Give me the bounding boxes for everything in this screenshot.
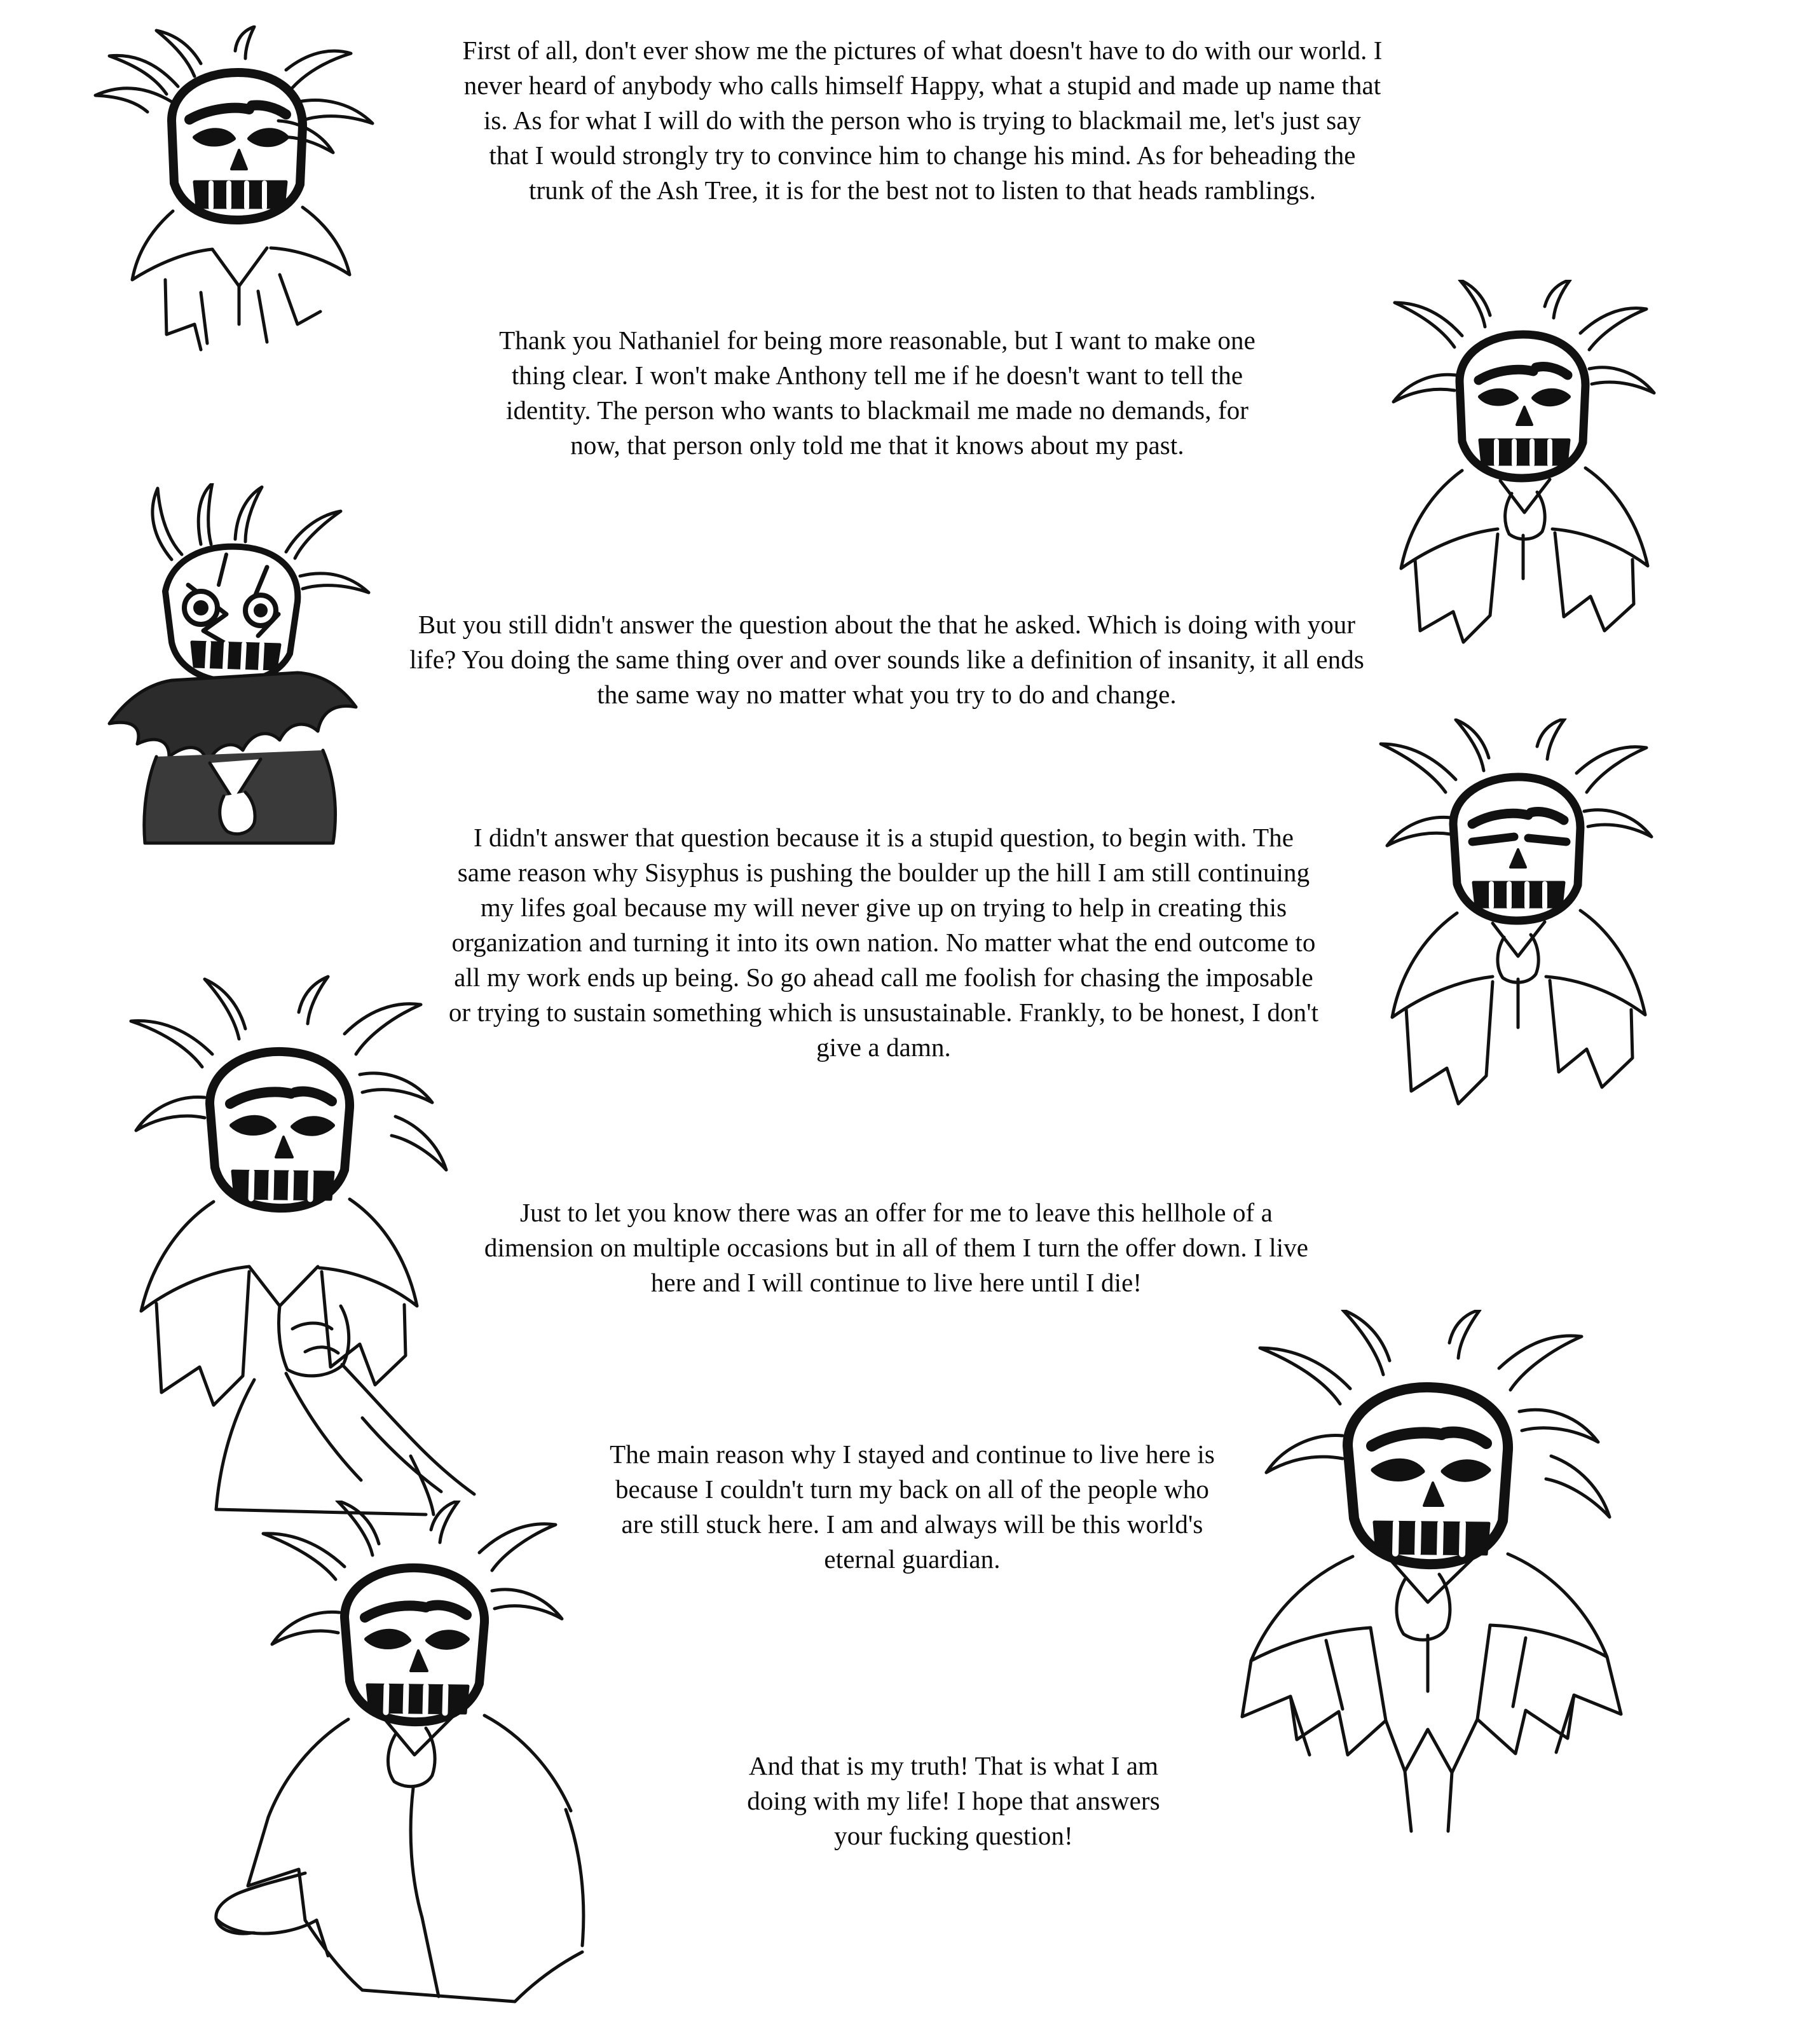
cracked-skull-character-with-fur-collar xyxy=(76,483,432,852)
skull-masked-character-large-spiked-collar xyxy=(1195,1310,1767,1907)
speech-text-3: But you still didn't answer the question about the that he asked. Which is doing with your life? You doing the same thing over and over sounds like a definition of insanity, it all ends the same way no matter what you try to do and change. xyxy=(409,610,1364,709)
speech-text-6: The main reason why I stayed and continue to live here is because I couldn't turn my back on all of the people who are still stuck here. I am and always will be this world's eternal guardian. xyxy=(610,1439,1215,1574)
skull-masked-character-pointing xyxy=(210,1501,718,2016)
skull-masked-character-collar-bust xyxy=(1354,280,1710,649)
speech-text-2: Thank you Nathaniel for being more reasonable, but I want to make one thing clear. I won't make Anthony tell me if he doesn't want to tell the identity. The person who wants to blackmail me made no demands, for now, that person only told me that it knows about my past. xyxy=(499,326,1256,460)
skull-masked-character-tired-eyes xyxy=(1348,718,1716,1125)
speech-text-4: I didn't answer that question because it is a stupid question, to begin with. The same reason why Sisyphus is pushing the boulder up the hill I am still continuing my lifes goal because my will never give up on trying to help in creating this organization and turning it into its own nation. No matter what the end outcome to all my work ends up being. So go ahead call me foolish for chasing the imposable or trying to sustain something which is unsustainable. Frankly, to be honest, I don't give a damn. xyxy=(448,823,1319,1062)
speech-text-1: First of all, don't ever show me the pictures of what doesn't have to do with our world. I never heard of anybody who calls himself Happy, what a stupid and made up name that is. As for what I will do with the person who is trying to blackmail me, let's just say that I would strongly try to convince him to change his mind. As for beheading the trunk of the Ash Tree, it is for the best not to listen to that heads ramblings. xyxy=(462,36,1383,205)
speech-text-5: Just to let you know there was an offer for me to leave this hellhole of a dimension on multiple occasions but in all of them I turn the offer down. I live here and I will continue to live here until I die! xyxy=(484,1198,1309,1297)
skull-masked-character-angry-bust xyxy=(76,25,407,362)
speech-text-7: And that is my truth! That is what I am doing with my life! I hope that answers your fucking question! xyxy=(747,1751,1160,1850)
